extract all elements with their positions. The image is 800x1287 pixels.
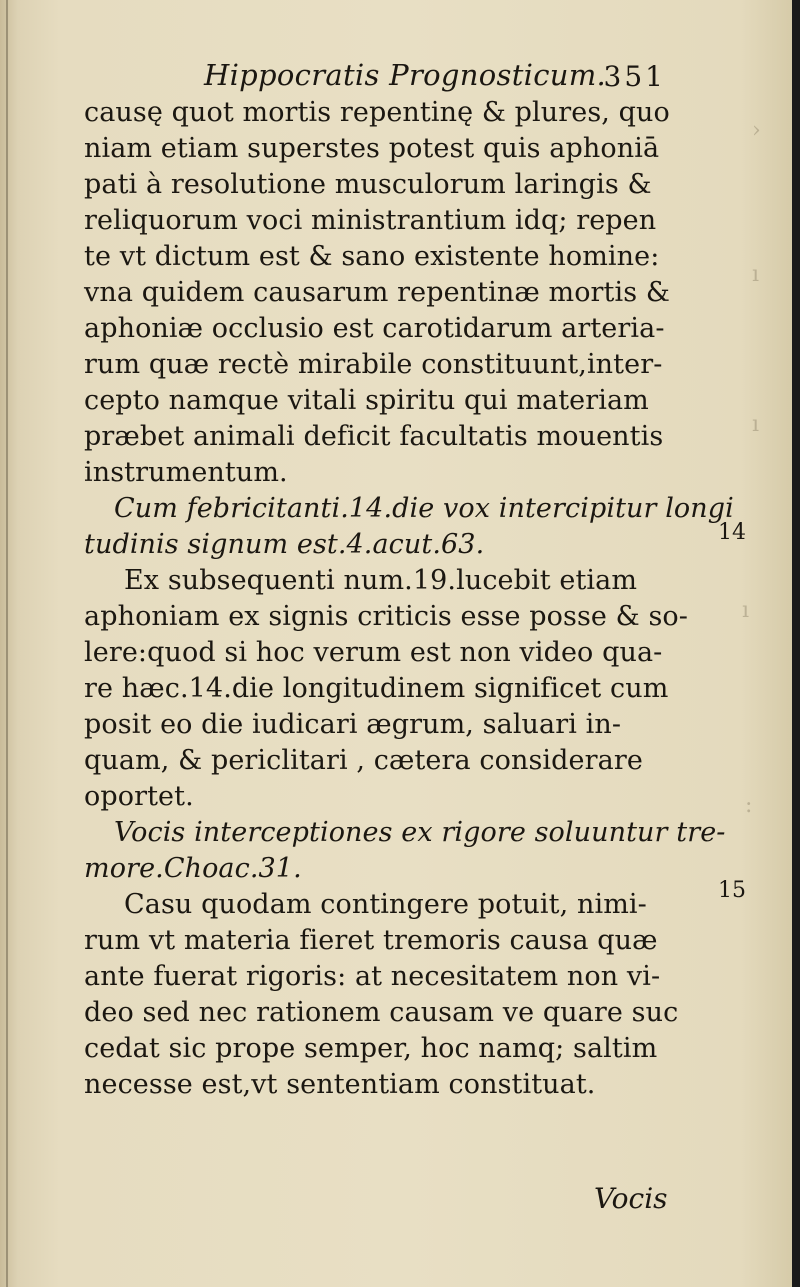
text-line: posit eo die iudicari ægrum, saluari in- [84,709,622,740]
bleed-mark: ı [752,262,760,287]
text-line: cedat sic prope semper, hoc namq; saltim [84,1033,658,1064]
bleed-mark: ı [752,412,760,437]
text-line: Casu quodam contingere potuit, nimi- [124,889,647,920]
text-line: niam etiam superstes potest quis aphoniā [84,133,660,164]
text-line: instrumentum. [84,457,288,488]
text-line: ante fuerat rigoris: at necesitatem non vi- [84,961,661,992]
text-line: Ex subsequenti num.19.lucebit etiam [124,565,638,596]
text-line: rum quæ rectè mirabile constituunt,inter- [84,349,663,380]
text-line: rum vt materia fieret tremoris causa quæ [84,925,658,956]
text-line: oportet. [84,781,194,812]
text-line: præbet animali deficit facultatis mouentis [84,421,664,452]
text-line: deo sed nec rationem causam ve quare suc [84,997,679,1028]
text-line: necesse est,vt sententiam constituat. [84,1069,596,1100]
aphorism-line: tudinis signum est.4.acut.63. [84,529,485,560]
bleed-mark: › [752,118,761,143]
text-line: reliquorum voci ministrantium idq; repen [84,205,657,236]
text-line: cepto namque vitali spiritu qui materiam [84,385,649,416]
text-line: aphoniæ occlusio est carotidarum arteria- [84,313,665,344]
bleed-mark: ı [742,598,750,623]
margin-number-second: 15 [718,878,746,903]
text-line: re hæc.14.die longitudinem significet cum [84,673,669,704]
page-number: 351 [603,60,666,93]
text-line: te vt dictum est & sano existente homine: [84,241,660,272]
aphorism-line: more.Choac.31. [84,853,302,884]
aphorism-line: Vocis interceptiones ex rigore soluuntur tre- [114,817,726,848]
margin-number-first: 14 [718,520,746,545]
text-line: aphoniam ex signis criticis esse posse & so- [84,601,689,632]
text-line: vna quidem causarum repentinæ mortis & [84,277,671,308]
text-line: quam, & periclitari , cætera considerare [84,745,643,776]
page-gutter [6,0,8,1287]
bleed-mark: : [745,793,753,818]
text-line: pati à resolutione musculorum laringis & [84,169,652,200]
aphorism-line: Cum febricitanti.14.die vox intercipitur longi [114,493,734,524]
text-line: causę quot mortis repentinę & plures, quo [84,97,670,128]
running-title: Hippocratis Prognosticum. [204,58,607,92]
catchword: Vocis [594,1182,668,1215]
text-line: lere:quod si hoc verum est non video qua- [84,637,663,668]
